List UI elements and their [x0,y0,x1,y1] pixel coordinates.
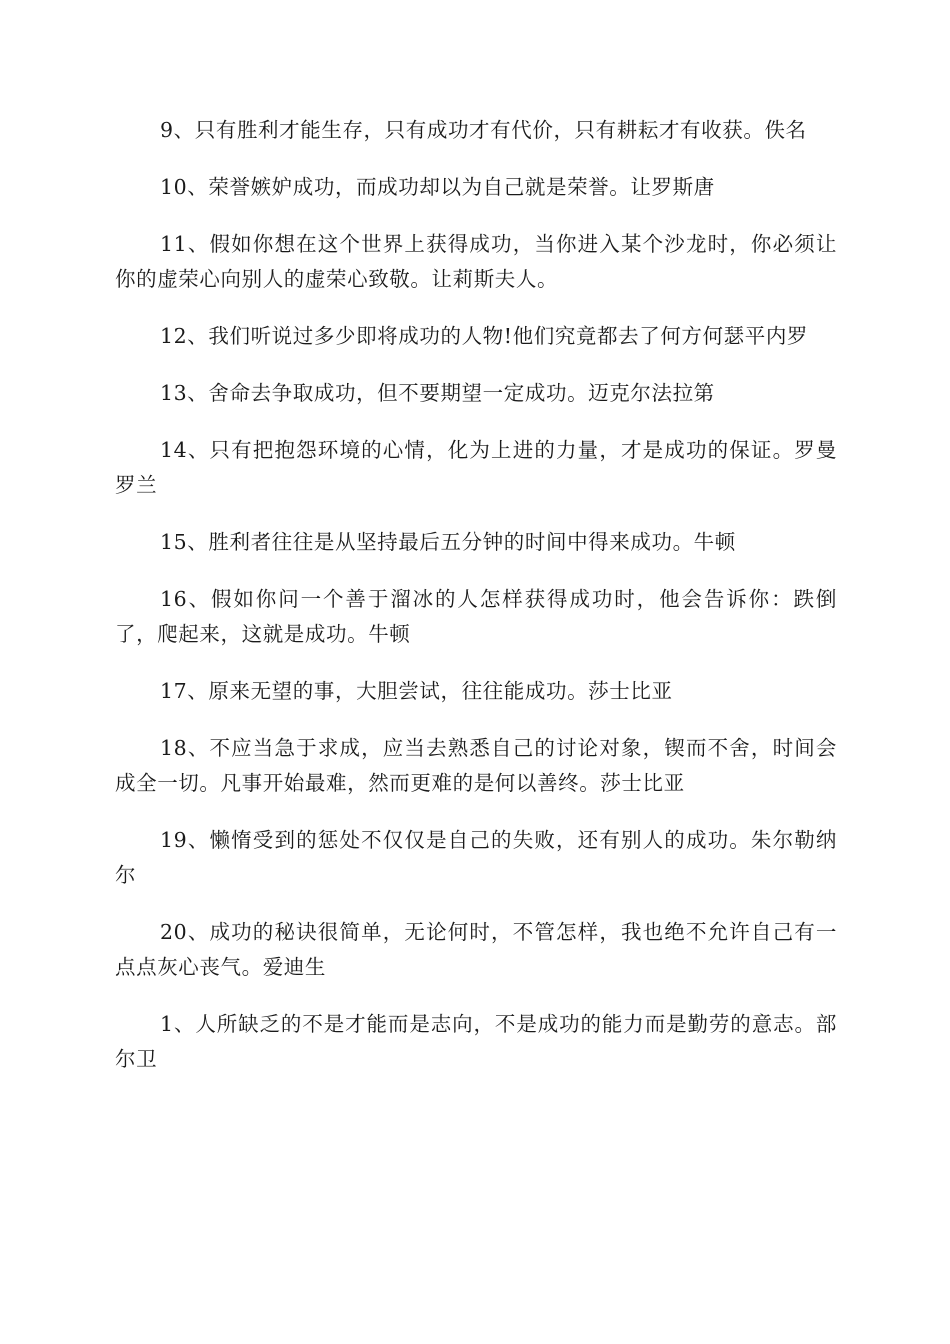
quote-paragraph-1: 1、人所缺乏的不是才能而是志向，不是成功的能力而是勤劳的意志。部尔卫 [115,1012,837,1071]
quote-paragraph-17: 17、原来无望的事，大胆尝试，往往能成功。莎士比亚 [160,679,673,703]
quote-paragraph-19: 19、懒惰受到的惩处不仅仅是自己的失败，还有别人的成功。朱尔勒纳尔 [115,828,837,887]
quote-paragraph-13: 13、舍命去争取成功，但不要期望一定成功。迈克尔法拉第 [160,381,715,405]
quote-paragraph-12: 12、我们听说过多少即将成功的人物!他们究竟都去了何方何瑟平内罗 [160,324,809,348]
quote-paragraph-15: 15、胜利者往往是从坚持最后五分钟的时间中得来成功。牛顿 [160,530,736,554]
document-body [115,113,837,1099]
quote-paragraph-18: 18、不应当急于求成，应当去熟悉自己的讨论对象，锲而不舍，时间会成全一切。凡事开始最难，然而更难的是何以善终。莎士比亚 [115,736,837,795]
quote-paragraph-9: 9、只有胜利才能生存，只有成功才有代价，只有耕耘才有收获。佚名 [160,118,807,142]
quote-paragraph-20: 20、成功的秘诀很简单，无论何时，不管怎样，我也绝不允许自己有一点点灰心丧气。爱迪生 [115,920,837,979]
quote-paragraph-16: 16、假如你问一个善于溜冰的人怎样获得成功时，他会告诉你：跌倒了，爬起来，这就是成功。牛顿 [115,587,837,646]
quote-paragraph-14: 14、只有把抱怨环境的心情，化为上进的力量，才是成功的保证。罗曼罗兰 [115,438,837,497]
quote-paragraph-10: 10、荣誉嫉妒成功，而成功却以为自己就是荣誉。让罗斯唐 [160,175,715,199]
quote-paragraph-11: 11、假如你想在这个世界上获得成功，当你进入某个沙龙时，你必须让你的虚荣心向别人的虚荣心致敬。让莉斯夫人。 [115,232,837,291]
